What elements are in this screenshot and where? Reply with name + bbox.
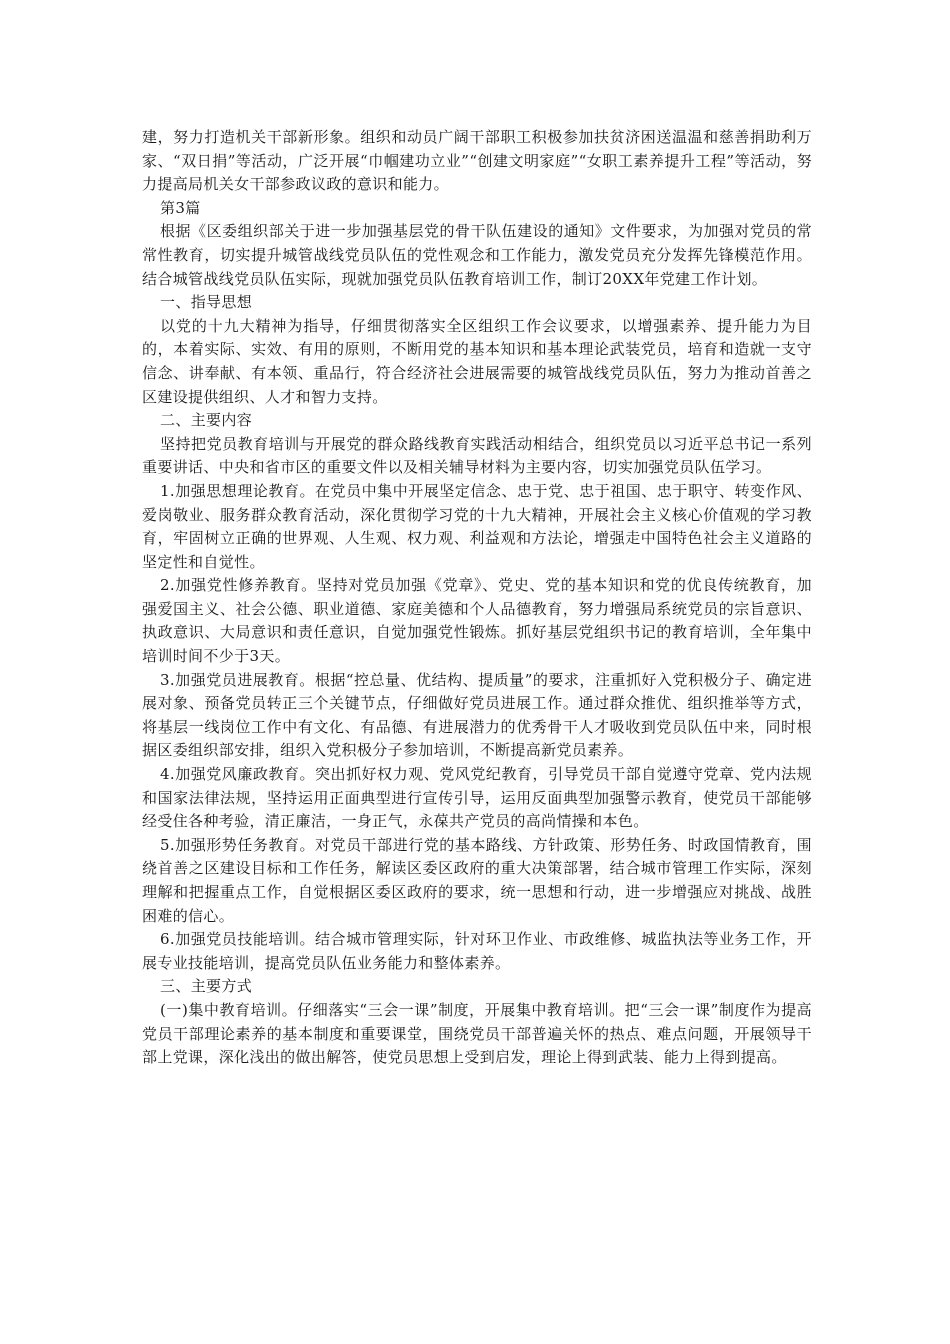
paragraph-item-1: 1.加强思想理论教育。在党员中集中开展坚定信念、忠于党、忠于祖国、忠于职守、转变作风、爱岗敬业、服务群众教育活动，深化贯彻学习党的十九大精神，开展社会主义核心价值观的学习教育，牢固树立正确的世界观、人生观、权力观、利益观和方法论，增强走中国特色社会主义道路的坚定性和自觉性。 bbox=[142, 481, 812, 571]
paragraph-item-5: 5.加强形势任务教育。对党员干部进行党的基本路线、方针政策、形势任务、时政国情教育，围绕首善之区建设目标和工作任务，解读区委区政府的重大决策部署，结合城市管理工作实际，深刻理解和把握重点工作，自觉根据区委区政府的要求，统一思想和行动，进一步增强应对挑战、战胜困难的信心。 bbox=[142, 835, 812, 925]
paragraph-item-2: 2.加强党性修养教育。坚持对党员加强《党章》、党史、党的基本知识和党的优良传统教育，加强爱国主义、社会公德、职业道德、家庭美德和个人品德教育，努力增强局系统党员的宗旨意识、执政意识、大局意识和责任意识，自觉加强党性锻炼。抓好基层党组织书记的教育培训，全年集中培训时间不少于3天。 bbox=[142, 576, 812, 666]
section-title-part-3: 第3篇 bbox=[160, 198, 201, 217]
heading-main-methods: 三、主要方式 bbox=[160, 977, 253, 996]
paragraph-method-1: (一)集中教育培训。仔细落实“三会一课”制度，开展集中教育培训。把“三会一课”制度作为提高党员干部理论素养的基本制度和重要课堂，围绕党员干部普遍关怀的热点、难点问题，开展领导干部上党课，深化浅出的做出解答，使党员思想上受到启发，理论上得到武装、能力上得到提高。 bbox=[142, 1000, 812, 1067]
paragraph-item-6: 6.加强党员技能培训。结合城市管理实际，针对环卫作业、市政维修、城监执法等业务工作，开展专业技能培训，提高党员队伍业务能力和整体素养。 bbox=[142, 930, 812, 972]
paragraph-main-content: 坚持把党员教育培训与开展党的群众路线教育实践活动相结合，组织党员以习近平总书记一系列重要讲话、中央和省市区的重要文件以及相关辅导材料为主要内容，切实加强党员队伍学习。 bbox=[142, 434, 812, 477]
heading-guiding-ideology: 一、指导思想 bbox=[160, 293, 253, 312]
paragraph-guiding-ideology: 以党的十九大精神为指导，仔细贯彻落实全区组织工作会议要求，以增强素养、提升能力为目的，本着实际、实效、有用的原则，不断用党的基本知识和基本理论武装党员，培育和造就一支守信念、讲奉献、有本领、重品行，符合经济社会进展需要的城管战线党员队伍，努力为推动首善之区建设提供组织、人才和智力支持。 bbox=[142, 316, 812, 406]
document-body bbox=[142, 126, 812, 1070]
heading-main-content: 二、主要内容 bbox=[160, 411, 253, 430]
paragraph-intro: 根据《区委组织部关于进一步加强基层党的骨干队伍建设的通知》文件要求，为加强对党员的常常性教育，切实提升城管战线党员队伍的党性观念和工作能力，激发党员充分发挥先锋模范作用。结合城管战线党员队伍实际，现就加强党员队伍教育培训工作，制订20XX年党建工作计划。 bbox=[142, 222, 812, 288]
paragraph-item-4: 4.加强党风廉政教育。突出抓好权力观、党风党纪教育，引导党员干部自觉遵守党章、党内法规和国家法律法规，坚持运用正面典型进行宣传引导，运用反面典型加强警示教育，使党员干部能够经受住各种考验，清正廉洁，一身正气，永葆共产党员的高尚情操和本色。 bbox=[142, 765, 812, 831]
paragraph-item-3: 3.加强党员进展教育。根据“控总量、优结构、提质量”的要求，注重抓好入党积极分子、确定进展对象、预备党员转正三个关键节点，仔细做好党员进展工作。通过群众推优、组织推举等方式，将基层一线岗位工作中有文化、有品德、有进展潜力的优秀骨干人才吸收到党员队伍中来，同时根据区委组织部安排，组织入党积极分子参加培训，不断提高新党员素养。 bbox=[142, 670, 812, 760]
paragraph-continuation: 建，努力打造机关干部新形象。组织和动员广阔干部职工积极参加扶贫济困送温温和慈善捐助利万家、“双日捐”等活动，广泛开展“巾帼建功立业”“创建文明家庭”“女职工素养提升工程”等活动，努力提高局机关女干部参政议政的意识和能力。 bbox=[142, 128, 812, 194]
